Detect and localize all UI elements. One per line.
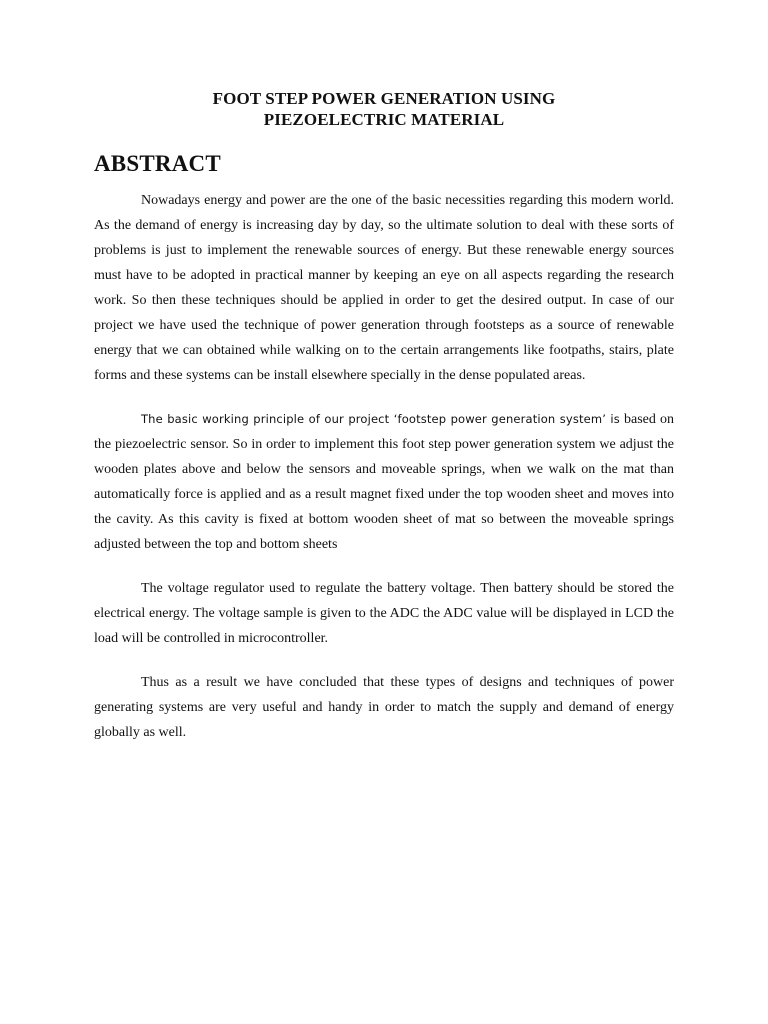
paragraph-1-text: Nowadays energy and power are the one of the basic necessities regarding this modern world. As the demand of energy is increasing day by day, so the ultimate solution to deal with these sorts of problems is just to implement the renewable sources of energy. But these renewable energy sources must have to be adopted in practical manner by keeping an eye on all aspects regarding the research work. So then these techniques should be applied in order to get the desired output. In case of our project we have used the technique of power generation through footsteps as a source of renewable energy that we can obtained while walking on to the certain arrangements like footpaths, stairs, plate forms and these systems can be install elsewhere specially in the dense populated areas. xyxy=(94,193,674,383)
title-line-1: FOOT STEP POWER GENERATION USING xyxy=(212,89,556,108)
paragraph-4-text: Thus as a result we have concluded that these types of designs and techniques of power generating systems are very useful and handy in order to match the supply and demand of energy globally as well. xyxy=(94,675,674,740)
paragraph-3-text: The voltage regulator used to regulate the battery voltage. Then battery should be stored the electrical energy. The voltage sample is given to the ADC the ADC value will be displayed in LCD the load will be controlled in microcontroller. xyxy=(94,581,674,646)
paragraph-1 xyxy=(94,188,674,388)
paragraph-3 xyxy=(94,576,674,651)
abstract-heading: ABSTRACT xyxy=(94,151,221,176)
paragraph-4 xyxy=(94,670,674,745)
title-line-2: PIEZOELECTRIC MATERIAL xyxy=(263,110,505,129)
abstract-body xyxy=(94,188,674,745)
paragraph-2 xyxy=(94,407,674,557)
paragraph-2-lead: The basic working principle of our project ‘footstep power generation system’ is xyxy=(141,412,620,426)
document-title xyxy=(94,88,674,130)
paragraph-2-text: based on the piezoelectric sensor. So in order to implement this foot step power generation system we adjust the wooden plates above and below the sensors and moveable springs, when we walk on the mat than automatically force is applied and as a result magnet fixed under the top wooden sheet and moves into the cavity. As this cavity is fixed at bottom wooden sheet of mat so between the moveable springs adjusted between the top and bottom sheets xyxy=(94,412,674,552)
